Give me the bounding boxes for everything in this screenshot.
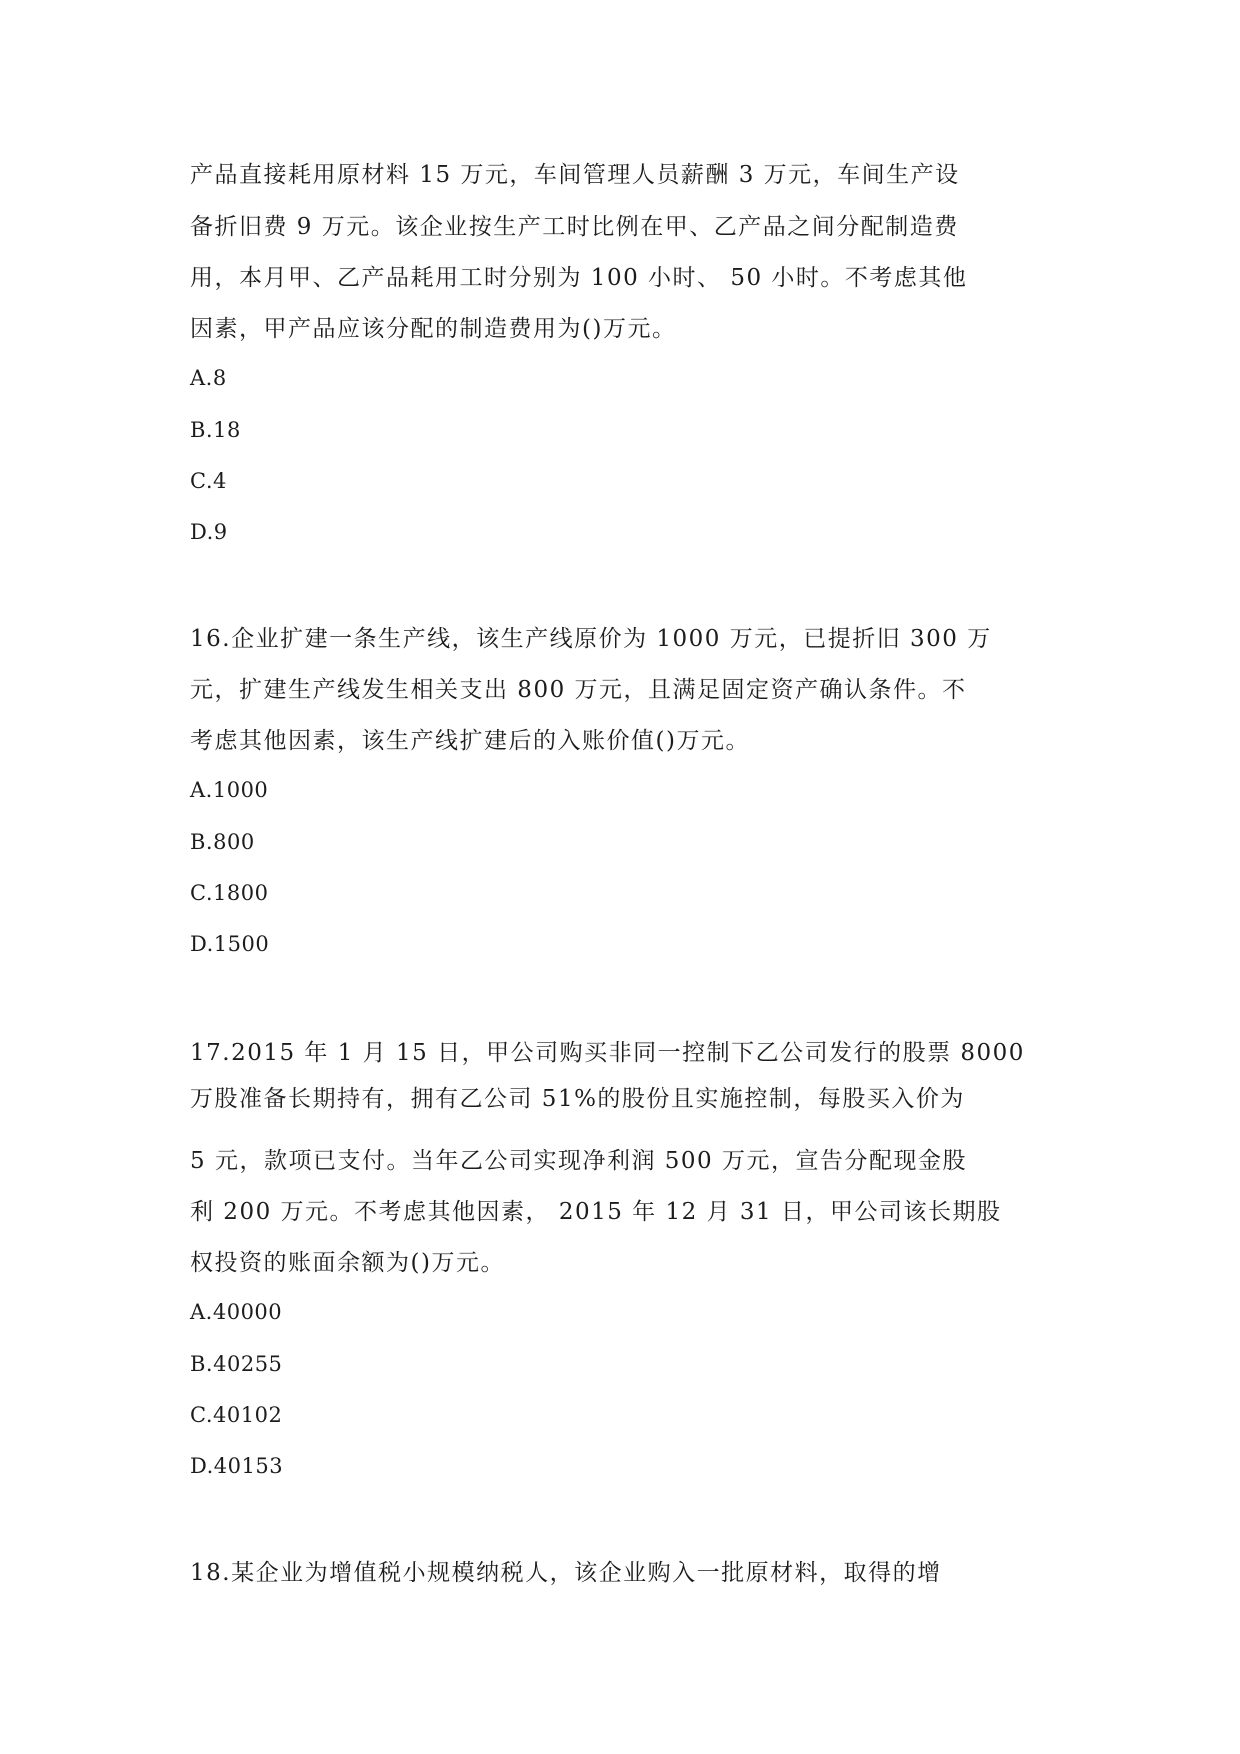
question-16-line-2: 元，扩建生产线发生相关支出 800 万元，且满足固定资产确认条件。不 (190, 677, 967, 703)
question-17-line-1: 17.2015 年 1 月 15 日，甲公司购买非同一控制下乙公司发行的股票 8000 (190, 1040, 1025, 1066)
question-15-option-d: D.9 (190, 520, 228, 544)
question-15-line-3: 用，本月甲、乙产品耗用工时分别为 100 小时、 50 小时。不考虑其他 (190, 265, 968, 291)
question-16-line-3: 考虑其他因素，该生产线扩建后的入账价值()万元。 (190, 728, 750, 754)
question-15-option-a: A.8 (190, 366, 227, 390)
question-15-line-4: 因素，甲产品应该分配的制造费用为()万元。 (190, 316, 677, 342)
question-17-option-d: D.40153 (190, 1454, 284, 1478)
question-16-option-b: B.800 (190, 830, 255, 854)
question-15-option-c: C.4 (190, 469, 227, 493)
question-15-line-1: 产品直接耗用原材料 15 万元，车间管理人员薪酬 3 万元，车间生产设 (190, 162, 960, 188)
question-15-line-2: 备折旧费 9 万元。该企业按生产工时比例在甲、乙产品之间分配制造费 (190, 214, 959, 240)
question-17-line-3: 5 元，款项已支付。当年乙公司实现净利润 500 万元，宣告分配现金股 (190, 1148, 967, 1174)
question-16-option-a: A.1000 (190, 778, 269, 802)
question-16-option-c: C.1800 (190, 881, 269, 905)
question-16-line-1: 16.企业扩建一条生产线，该生产线原价为 1000 万元，已提折旧 300 万 (190, 626, 992, 652)
question-17-option-c: C.40102 (190, 1403, 283, 1427)
question-17-option-a: A.40000 (190, 1300, 283, 1324)
question-17-line-5: 权投资的账面余额为()万元。 (190, 1250, 505, 1276)
question-17-option-b: B.40255 (190, 1352, 283, 1376)
question-18-line-1: 18.某企业为增值税小规模纳税人，该企业购入一批原材料，取得的增 (190, 1560, 942, 1586)
question-16-option-d: D.1500 (190, 932, 270, 956)
question-15-option-b: B.18 (190, 418, 241, 442)
question-17-line-4: 利 200 万元。不考虑其他因素， 2015 年 12 月 31 日，甲公司该长期股 (190, 1199, 1002, 1225)
question-17-line-2: 万股准备长期持有，拥有乙公司 51%的股份且实施控制，每股买入价为 (190, 1086, 965, 1112)
